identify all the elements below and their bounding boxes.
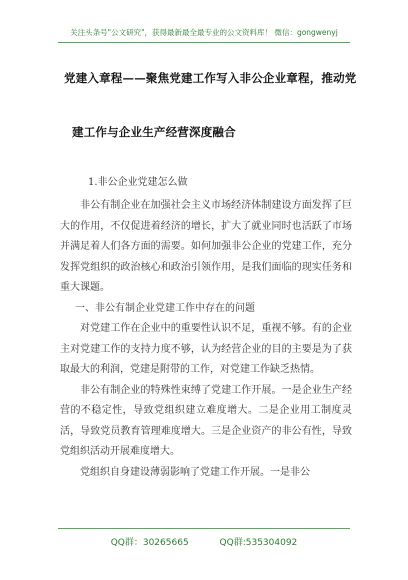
document-title-line-2: 建工作与企业生产经营深度融合 — [72, 125, 236, 139]
paragraph: 党组织自身建设薄弱影响了党建工作开展。一是非公 — [80, 466, 310, 478]
footer-divider — [58, 528, 350, 529]
footer — [0, 535, 408, 548]
footer-qq-group-1: QQ群：30265665 — [110, 538, 189, 548]
document-title-line-1: 党建入章程——聚焦党建工作写入非公企业章程，推动党 — [64, 71, 357, 85]
paragraph: 非公有制企业的特殊性束缚了党建工作开展。一是企业生产经营的不稳定性，导致党组织建立难度增大。二是企业用工制度灵活，导致党员教育管理难度增大。三是企业资产的非公有性，导致党组织活动开展难度增大。 — [60, 384, 352, 457]
paragraph: 非公有制企业在加强社会主义市场经济体制建设方面发挥了巨大的作用，不仅促进着经济的增长，扩大了就业同时也活跃了市场并满足着人们各方面的需要。如何加强非公企业的党建工作，充分发挥党组织的政治核心和政治引领作用，是我们面临的现实任务和重大课题。 — [60, 200, 352, 293]
paragraph: 对党建工作在企业中的重要性认识不足，重视不够。有的企业主对党建工作的支持力度不够，认为经营企业的目的主要是为了获取最大的利润，党建是附带的工作，对党建工作缺乏热情。 — [60, 323, 352, 375]
document-body — [60, 196, 352, 483]
section-heading: 1.非公企业党建怎么做 — [88, 177, 188, 188]
header-note: 关注头条号"公文研究"，获得最新最全最专业的公文资料库！ 微信：gongwenyj — [70, 28, 338, 37]
subheading: 一、非公有制企业党建工作中存在的问题 — [75, 302, 255, 314]
footer-qq-group-2: QQ群:535304092 — [219, 538, 298, 548]
header-divider — [58, 42, 350, 43]
